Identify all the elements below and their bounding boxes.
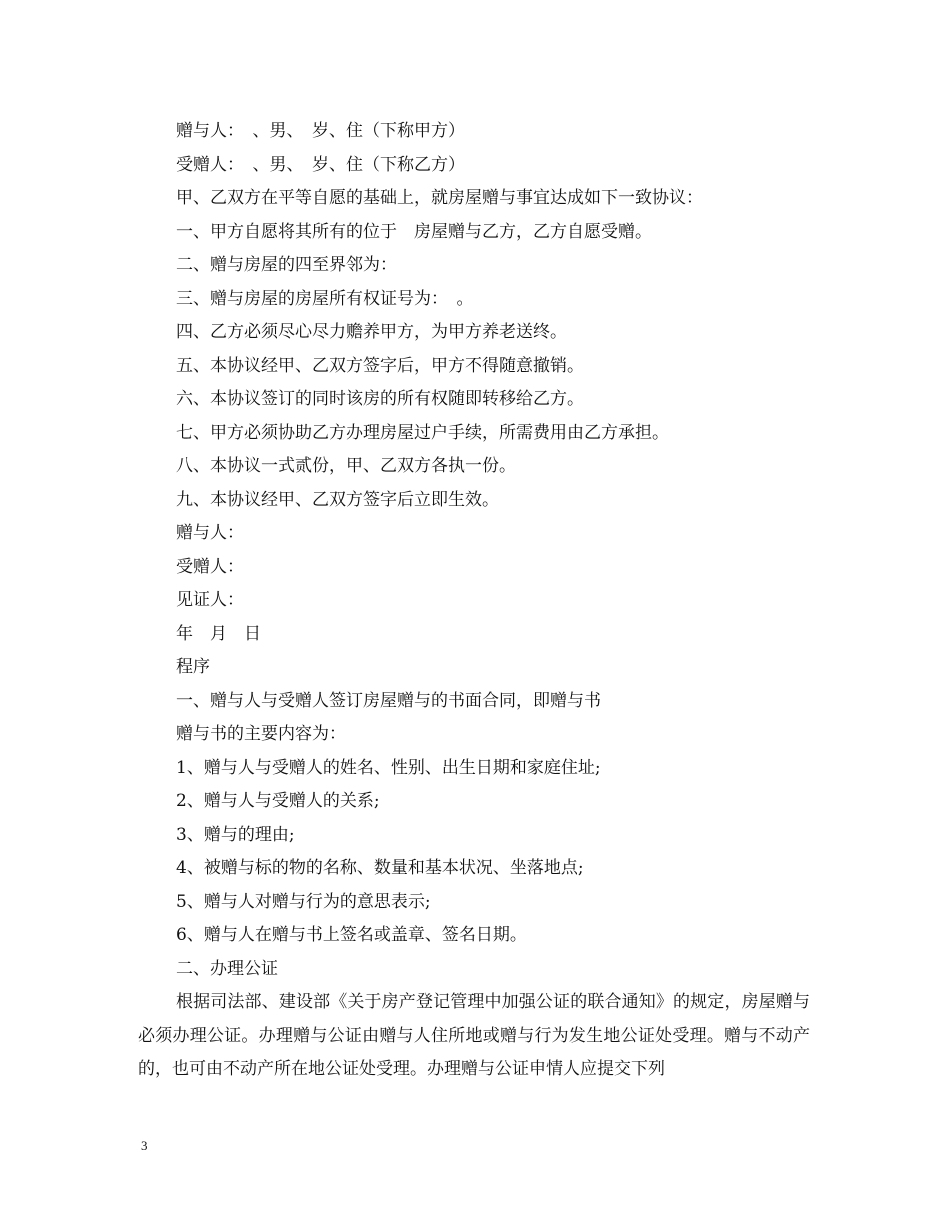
clause-6: 六、本协议签订的同时该房的所有权随即转移给乙方。: [176, 389, 584, 409]
donor-signature-line: 赠与人：: [176, 523, 244, 543]
section-heading-procedure: 程序: [176, 657, 210, 677]
clause-4: 四、乙方必须尽心尽力赡养甲方，为甲方养老送终。: [176, 322, 567, 342]
recipient-signature-line: 受赠人：: [176, 556, 244, 577]
clause-8: 八、本协议一式贰份，甲、乙双方各执一份。: [176, 456, 516, 476]
notarization-paragraph: 根据司法部、建设部《关于房产登记管理中加强公证的联合通知》的规定，房屋赠与必须办理公证。办理赠与公证由赠与人住所地或赠与行为发生地公证处受理。赠与不动产的，也可由不动产所在地公证处受理。办理赠与公证申情人应提交下列: [138, 992, 810, 1079]
clause-2: 二、赠与房屋的四至界邻为：: [176, 255, 397, 275]
content-item-6: 6、赠与人在赠与书上签名或盖章、签名日期。: [176, 925, 527, 945]
gift-deed-contents-heading: 赠与书的主要内容为：: [176, 724, 346, 744]
procedure-step-2: 二、办理公证: [176, 958, 278, 979]
clause-3: 三、赠与房屋的房屋所有权证号为： 。: [176, 288, 474, 309]
content-item-2: 2、赠与人与受赠人的关系;: [176, 791, 380, 811]
content-item-4: 4、被赠与标的物的名称、数量和基本状况、坐落地点;: [176, 858, 584, 878]
recipient-line: 受赠人： 、男、 岁、住（下称乙方）: [176, 154, 465, 175]
clause-1: 一、甲方自愿将其所有的位于 房屋赠与乙方，乙方自愿受赠。: [176, 221, 652, 242]
clause-7: 七、甲方必须协助乙方办理房屋过户手续，所需费用由乙方承担。: [176, 422, 669, 443]
content-item-5: 5、赠与人对赠与行为的意思表示;: [176, 891, 431, 912]
clause-9: 九、本协议经甲、乙双方签字后立即生效。: [176, 489, 499, 510]
clause-5: 五、本协议经甲、乙双方签字后，甲方不得随意撤销。: [176, 355, 584, 376]
content-item-1: 1、赠与人与受赠人的姓名、性别、出生日期和家庭住址;: [176, 757, 601, 778]
body-text: [138, 115, 810, 1087]
witness-signature-line: 见证人：: [176, 590, 244, 610]
donor-line: 赠与人： 、男、 岁、住（下称甲方）: [176, 121, 465, 141]
procedure-step-1: 一、赠与人与受赠人签订房屋赠与的书面合同，即赠与书: [176, 690, 601, 711]
date-line: 年 月 日: [176, 623, 261, 644]
agreement-intro: 甲、乙双方在平等自愿的基础上，就房屋赠与事宜达成如下一致协议：: [176, 188, 703, 208]
content-item-3: 3、赠与的理由;: [176, 824, 295, 845]
page-number: 3: [141, 1138, 148, 1153]
